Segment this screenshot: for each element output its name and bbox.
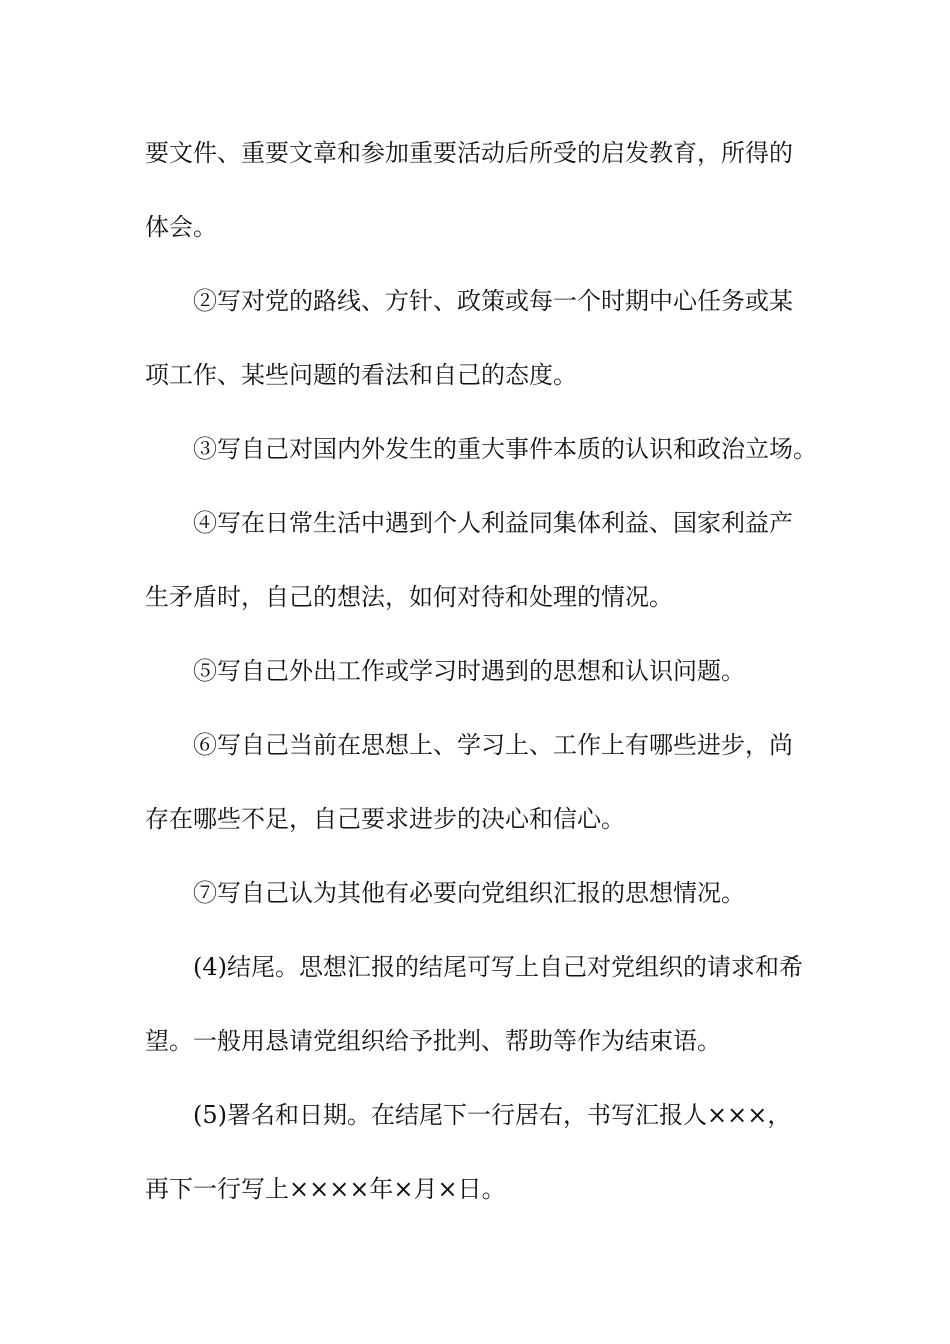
- list-item-5: ⑤写自己外出工作或学习时遇到的思想和认识问题。: [193, 657, 745, 685]
- list-item-3: ③写自己对国内外发生的重大事件本质的认识和政治立场。: [193, 435, 817, 463]
- text-line: 存在哪些不足，自己要求进步的决心和信心。: [145, 805, 625, 833]
- text-line: 望。一般用恳请党组织给予批判、帮助等作为结束语。: [145, 1027, 721, 1055]
- text-line: 再下一行写上××××年×月×日。: [145, 1175, 506, 1203]
- text-line: 生矛盾时，自己的想法，如何对待和处理的情况。: [145, 583, 673, 611]
- section-ending: (4)结尾。思想汇报的结尾可写上自己对党组织的请求和希: [193, 953, 803, 981]
- list-item-2: ②写对党的路线、方针、政策或每一个时期中心任务或某: [193, 287, 793, 315]
- list-item-4: ④写在日常生活中遇到个人利益同集体利益、国家利益产: [193, 509, 793, 537]
- list-item-6: ⑥写自己当前在思想上、学习上、工作上有哪些进步，尚: [193, 731, 793, 759]
- text-line: 项工作、某些问题的看法和自己的态度。: [145, 361, 577, 389]
- section-signature-date: (5)署名和日期。在结尾下一行居右，书写汇报人×××，: [193, 1101, 792, 1129]
- text-line: 体会。: [145, 213, 217, 241]
- list-item-7: ⑦写自己认为其他有必要向党组织汇报的思想情况。: [193, 879, 745, 907]
- text-line: 要文件、重要文章和参加重要活动后所受的启发教育，所得的: [145, 139, 793, 167]
